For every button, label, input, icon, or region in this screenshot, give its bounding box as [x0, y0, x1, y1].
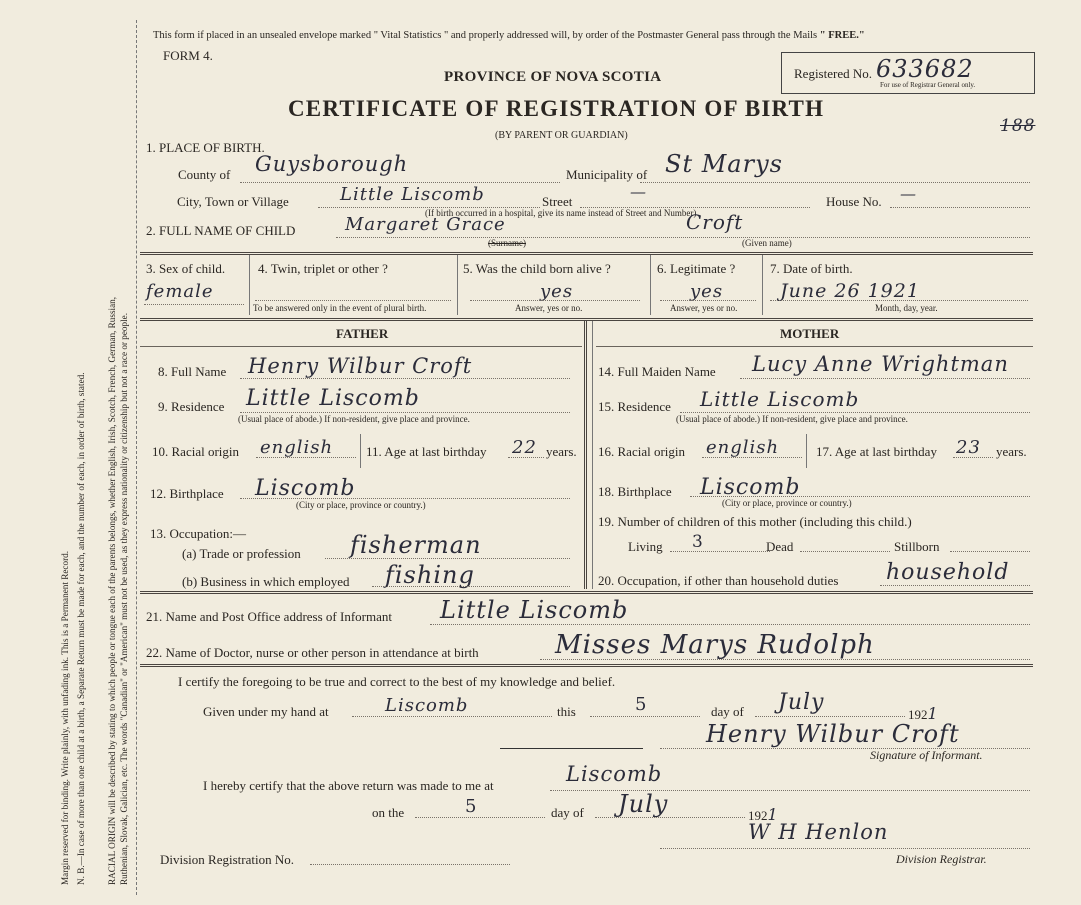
mother-race-label: 16. Racial origin	[598, 444, 686, 459]
mother-birthplace-note: (City or place, province or country.)	[722, 498, 852, 508]
registrar-day-value: 5	[465, 796, 478, 817]
grid-divider	[762, 255, 763, 315]
mother-birthplace-label: 18. Birthplace	[598, 484, 672, 499]
legitimate-line	[660, 300, 756, 301]
mother-occupation-value: household	[886, 560, 1010, 585]
father-race-line	[256, 457, 356, 458]
mother-race-value: english	[706, 437, 780, 458]
child-name-label: 2. FULL NAME OF CHILD	[146, 223, 296, 238]
father-trade-value: fisherman	[350, 531, 482, 559]
municipality-value: St Marys	[665, 150, 783, 178]
father-race-label: 10. Racial origin	[152, 444, 240, 459]
registrar-year-value: 1	[767, 805, 779, 824]
province-heading: PROVINCE OF NOVA SCOTIA	[444, 69, 662, 85]
mother-age-line	[953, 457, 993, 458]
father-name-value: Henry Wilbur Croft	[248, 354, 473, 378]
informant-value: Little Liscomb	[440, 596, 629, 624]
parents-divider	[584, 321, 587, 589]
hospital-note: (If birth occurred in a hospital, give its name instead of Street and Number)	[425, 208, 697, 218]
alive-note: Answer, yes or no.	[515, 303, 583, 313]
mother-race-line	[702, 457, 802, 458]
father-heading: FATHER	[336, 326, 389, 341]
sex-line	[144, 304, 244, 305]
side-note-4: Ruthenian, Slovak, Galician, etc. The words "Canadian" or "American" must not be used, as they express nationality or citizenship but not a race or people.	[119, 312, 129, 885]
living-value: 3	[692, 532, 704, 552]
informant-label: 21. Name and Post Office address of Informant	[146, 609, 392, 624]
form-number: FORM 4.	[163, 48, 213, 63]
mother-birthplace-value: Liscomb	[700, 475, 801, 500]
dob-value: June 26 1921	[780, 280, 920, 302]
house-no-label: House No.	[826, 194, 882, 209]
grid-divider	[457, 255, 458, 315]
dead-label: Dead	[766, 539, 794, 554]
mother-name-label: 14. Full Maiden Name	[598, 364, 716, 379]
legitimate-note: Answer, yes or no.	[670, 303, 738, 313]
document-title: CERTIFICATE OF REGISTRATION OF BIRTH	[288, 96, 825, 121]
registered-no-label: Registered No.	[794, 66, 872, 81]
child-surname-value: Croft	[686, 210, 744, 234]
given-day-of-label: day of	[711, 704, 744, 719]
given-month-line	[755, 716, 905, 717]
father-birthplace-note: (City or place, province or country.)	[296, 500, 426, 510]
father-business-line	[372, 586, 570, 587]
father-years-label: years.	[546, 444, 577, 459]
alive-line	[470, 300, 640, 301]
binding-margin-line	[136, 20, 137, 895]
father-trade-line	[325, 558, 570, 559]
county-value: Guysborough	[255, 152, 409, 176]
mother-age-label: 17. Age at last birthday	[816, 444, 937, 459]
surname-caption: (Surname)	[488, 238, 526, 248]
attendant-label: 22. Name of Doctor, nurse or other person in attendance at birth	[146, 645, 479, 660]
given-day-value: 5	[635, 694, 648, 715]
dob-label: 7. Date of birth.	[770, 261, 853, 276]
father-birthplace-line	[240, 498, 570, 499]
registrar-general-note: For use of Registrar General only.	[880, 81, 976, 89]
side-note-2: N. B.—In case of more than one child at a birth, a Separate Return must be made for each, and the number of each, in order of birth, stated.	[76, 372, 86, 885]
father-trade-label: (a) Trade or profession	[182, 546, 301, 561]
father-residence-value: Little Liscomb	[246, 386, 420, 411]
mother-residence-note: (Usual place of abode.) If non-resident, give place and province.	[676, 414, 908, 424]
father-business-label: (b) Business in which employed	[182, 574, 350, 589]
certify-statement: I certify the foregoing to be true and correct to the best of my knowledge and belief.	[178, 674, 616, 689]
side-notes	[0, 0, 140, 905]
child-given-names-value: Margaret Grace	[345, 214, 506, 235]
document-subtitle: (BY PARENT OR GUARDIAN)	[495, 130, 628, 141]
father-race-value: english	[260, 437, 334, 458]
father-residence-note: (Usual place of abode.) If non-resident, give place and province.	[238, 414, 470, 424]
dob-line	[770, 300, 1028, 301]
rule-below-attendant	[140, 664, 1033, 667]
registrar-statement: I hereby certify that the above return was made to me at	[203, 778, 494, 793]
given-month-value: July	[778, 690, 825, 715]
mother-residence-value: Little Liscomb	[700, 387, 860, 411]
rule-above-child-details	[140, 252, 1033, 255]
given-year-value: 1	[927, 704, 939, 723]
county-line	[240, 182, 560, 183]
mother-occupation-label: 20. Occupation, if other than household duties	[598, 573, 839, 588]
father-name-line	[240, 378, 570, 379]
mother-occupation-line	[880, 585, 1030, 586]
municipality-label: Municipality of	[566, 167, 648, 182]
father-residence-line	[240, 412, 570, 413]
registrar-signature-line	[660, 848, 1030, 849]
sex-label: 3. Sex of child.	[146, 261, 226, 276]
twin-line	[255, 300, 451, 301]
given-year-prefix: 1921	[908, 704, 939, 723]
given-day-line	[590, 716, 700, 717]
parents-divider-inner	[592, 321, 593, 589]
given-under-hand-label: Given under my hand at	[203, 704, 329, 719]
mother-birthplace-line	[690, 496, 1030, 497]
dead-line	[800, 551, 890, 552]
registrar-day-of-label: day of	[551, 805, 584, 820]
attendant-value: Misses Marys Rudolph	[555, 630, 875, 660]
father-birthplace-value: Liscomb	[255, 476, 356, 501]
free-label: " FREE."	[819, 30, 865, 41]
division-registration-line	[310, 864, 510, 865]
twin-note: To be answered only in the event of plural birth.	[253, 303, 427, 313]
house-no-value: —	[900, 184, 917, 203]
twin-label: 4. Twin, triplet or other ?	[258, 261, 388, 276]
sex-value: female	[146, 281, 214, 302]
attendant-line	[540, 659, 1030, 660]
given-place-value: Liscomb	[385, 695, 469, 716]
father-age-label: 11. Age at last birthday	[366, 444, 487, 459]
registered-no-value: 633682	[876, 55, 974, 83]
informant-signature: Henry Wilbur Croft	[706, 720, 960, 748]
mother-years-label: years.	[996, 444, 1027, 459]
registrar-month-value: July	[618, 790, 669, 818]
father-birthplace-label: 12. Birthplace	[150, 486, 224, 501]
this-label: this	[557, 704, 576, 719]
street-label: Street	[542, 194, 573, 209]
father-residence-label: 9. Residence	[158, 399, 225, 414]
grid-divider	[650, 255, 651, 315]
mother-residence-line	[680, 412, 1030, 413]
father-business-value: fishing	[385, 561, 475, 589]
street-value: —	[630, 182, 647, 201]
given-place-line	[352, 716, 552, 717]
grid-divider	[249, 255, 250, 315]
place-of-birth-label: 1. PLACE OF BIRTH.	[146, 140, 265, 155]
living-line	[670, 551, 770, 552]
father-occupation-label: 13. Occupation:—	[150, 526, 247, 541]
mother-heading: MOTHER	[780, 326, 840, 341]
child-name-line	[336, 237, 1030, 238]
alive-label: 5. Was the child born alive ?	[463, 261, 611, 276]
city-label: City, Town or Village	[177, 194, 289, 209]
side-note-3: RACIAL ORIGIN will be described by stating to which people or tongue each of the parents belongs, whether English, Irish, Scotch, French, German, Russian,	[107, 296, 117, 885]
registrar-on-the-label: on the	[372, 805, 405, 820]
city-value: Little Liscomb	[340, 184, 485, 205]
given-name-caption: (Given name)	[742, 238, 792, 248]
rule-above-informant	[140, 591, 1033, 594]
registrar-day-line	[415, 817, 545, 818]
registration-box	[781, 52, 1035, 94]
stillborn-label: Stillborn	[894, 539, 940, 554]
blank-signature-line	[500, 748, 643, 749]
signature-of-informant-caption: Signature of Informant.	[870, 748, 983, 762]
municipality-line	[640, 182, 1030, 183]
living-label: Living	[628, 539, 663, 554]
county-label: County of	[178, 167, 231, 182]
mother-name-line	[740, 378, 1030, 379]
division-registration-label: Division Registration No.	[160, 852, 294, 867]
mother-children-label: 19. Number of children of this mother (including this child.)	[598, 514, 912, 529]
registrar-signature: W H Henlon	[748, 820, 889, 844]
father-age-value: 22	[512, 437, 537, 458]
mother-age-value: 23	[956, 437, 981, 458]
division-registrar-caption: Division Registrar.	[896, 852, 987, 866]
dob-note: Month, day, year.	[875, 303, 938, 313]
father-heading-rule	[140, 346, 582, 347]
legitimate-value: yes	[690, 281, 724, 302]
side-note-1: Margin reserved for binding. Write plainly, with unfading ink. This is a Permanent Record.	[60, 550, 70, 885]
informant-line	[430, 624, 1030, 625]
house-no-line	[890, 207, 1030, 208]
father-name-label: 8. Full Name	[158, 364, 227, 379]
legitimate-label: 6. Legitimate ?	[657, 261, 736, 276]
registrar-place-value: Liscomb	[566, 762, 663, 786]
mother-heading-rule	[596, 346, 1033, 347]
mother-name-value: Lucy Anne Wrightman	[752, 352, 1009, 376]
mail-note: This form if placed in an unsealed envelope marked " Vital Statistics " and properly addressed will, by order of the Postmaster General pass through the Mails " FREE."	[153, 30, 865, 41]
stillborn-line	[950, 551, 1030, 552]
father-race-divider	[360, 434, 361, 468]
stray-number: 188	[1000, 116, 1036, 136]
alive-value: yes	[540, 281, 574, 302]
registrar-year-prefix: 1921	[748, 805, 779, 824]
mother-residence-label: 15. Residence	[598, 399, 671, 414]
father-age-line	[508, 457, 544, 458]
mother-race-divider	[806, 434, 807, 468]
registrar-month-line	[595, 817, 745, 818]
